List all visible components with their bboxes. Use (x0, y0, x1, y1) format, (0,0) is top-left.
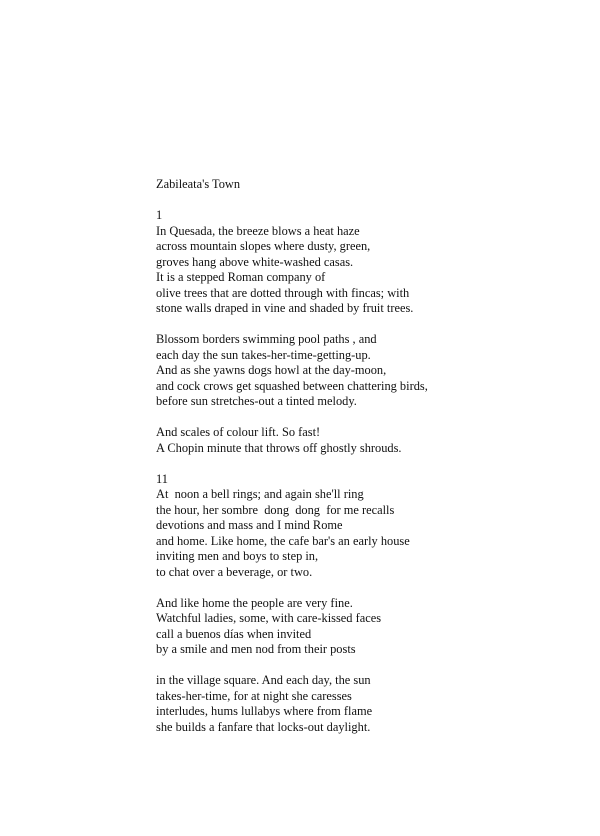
poem-line: A Chopin minute that throws off ghostly shrouds. (156, 440, 402, 455)
poem-line: inviting men and boys to step in, (156, 549, 319, 563)
section-number: 1 (156, 208, 163, 222)
stanza-3 (156, 425, 576, 456)
poem-line: In Quesada, the breeze blows a heat haze (156, 223, 360, 238)
stanza-2 (156, 332, 576, 410)
poem-line: by a smile and men nod from their posts (156, 642, 356, 656)
poem-line: in the village square. And each day, the sun (156, 673, 371, 687)
poem-line: Watchful ladies, some, with care-kissed faces (156, 611, 382, 625)
poem-line: the hour, her sombre dong dong for me recalls (156, 502, 395, 517)
poem-line: And as she yawns dogs howl at the day-moon, (156, 363, 387, 377)
poem-line: takes-her-time, for at night she caresses (156, 688, 352, 703)
poem-line: devotions and mass and I mind Rome (156, 518, 343, 532)
stanza-5 (156, 596, 576, 658)
poem-line: At noon a bell rings; and again she'll ring (156, 487, 364, 501)
poem-line: And scales of colour lift. So fast! (156, 425, 321, 439)
poem-line: call a buenos días when invited (156, 626, 312, 641)
poem (156, 177, 576, 751)
poem-line: each day the sun takes-her-time-getting-up. (156, 347, 371, 362)
poem-line: groves hang above white-washed casas. (156, 254, 354, 269)
section-number: 11 (156, 471, 168, 486)
poem-line: It is a stepped Roman company of (156, 270, 326, 284)
poem-line: and home. Like home, the cafe bar's an early house (156, 533, 410, 548)
poem-line: interludes, hums lullabys where from flame (156, 704, 373, 718)
poem-line: to chat over a beverage, or two. (156, 564, 313, 579)
poem-line: Blossom borders swimming pool paths , and (156, 332, 377, 346)
poem-line: across mountain slopes where dusty, green, (156, 239, 371, 253)
poem-line: and cock crows get squashed between chattering birds, (156, 378, 428, 393)
poem-title: Zabileata's Town (156, 177, 241, 191)
stanza-6 (156, 673, 576, 735)
poem-line: olive trees that are dotted through with fincas; with (156, 285, 410, 300)
poem-line: before sun stretches-out a tinted melody. (156, 394, 357, 408)
poem-line: she builds a fanfare that locks-out daylight. (156, 719, 371, 734)
poem-line: stone walls draped in vine and shaded by fruit trees. (156, 301, 414, 315)
stanza-1 (156, 208, 576, 317)
stanza-4 (156, 472, 576, 581)
poem-line: And like home the people are very fine. (156, 595, 353, 610)
